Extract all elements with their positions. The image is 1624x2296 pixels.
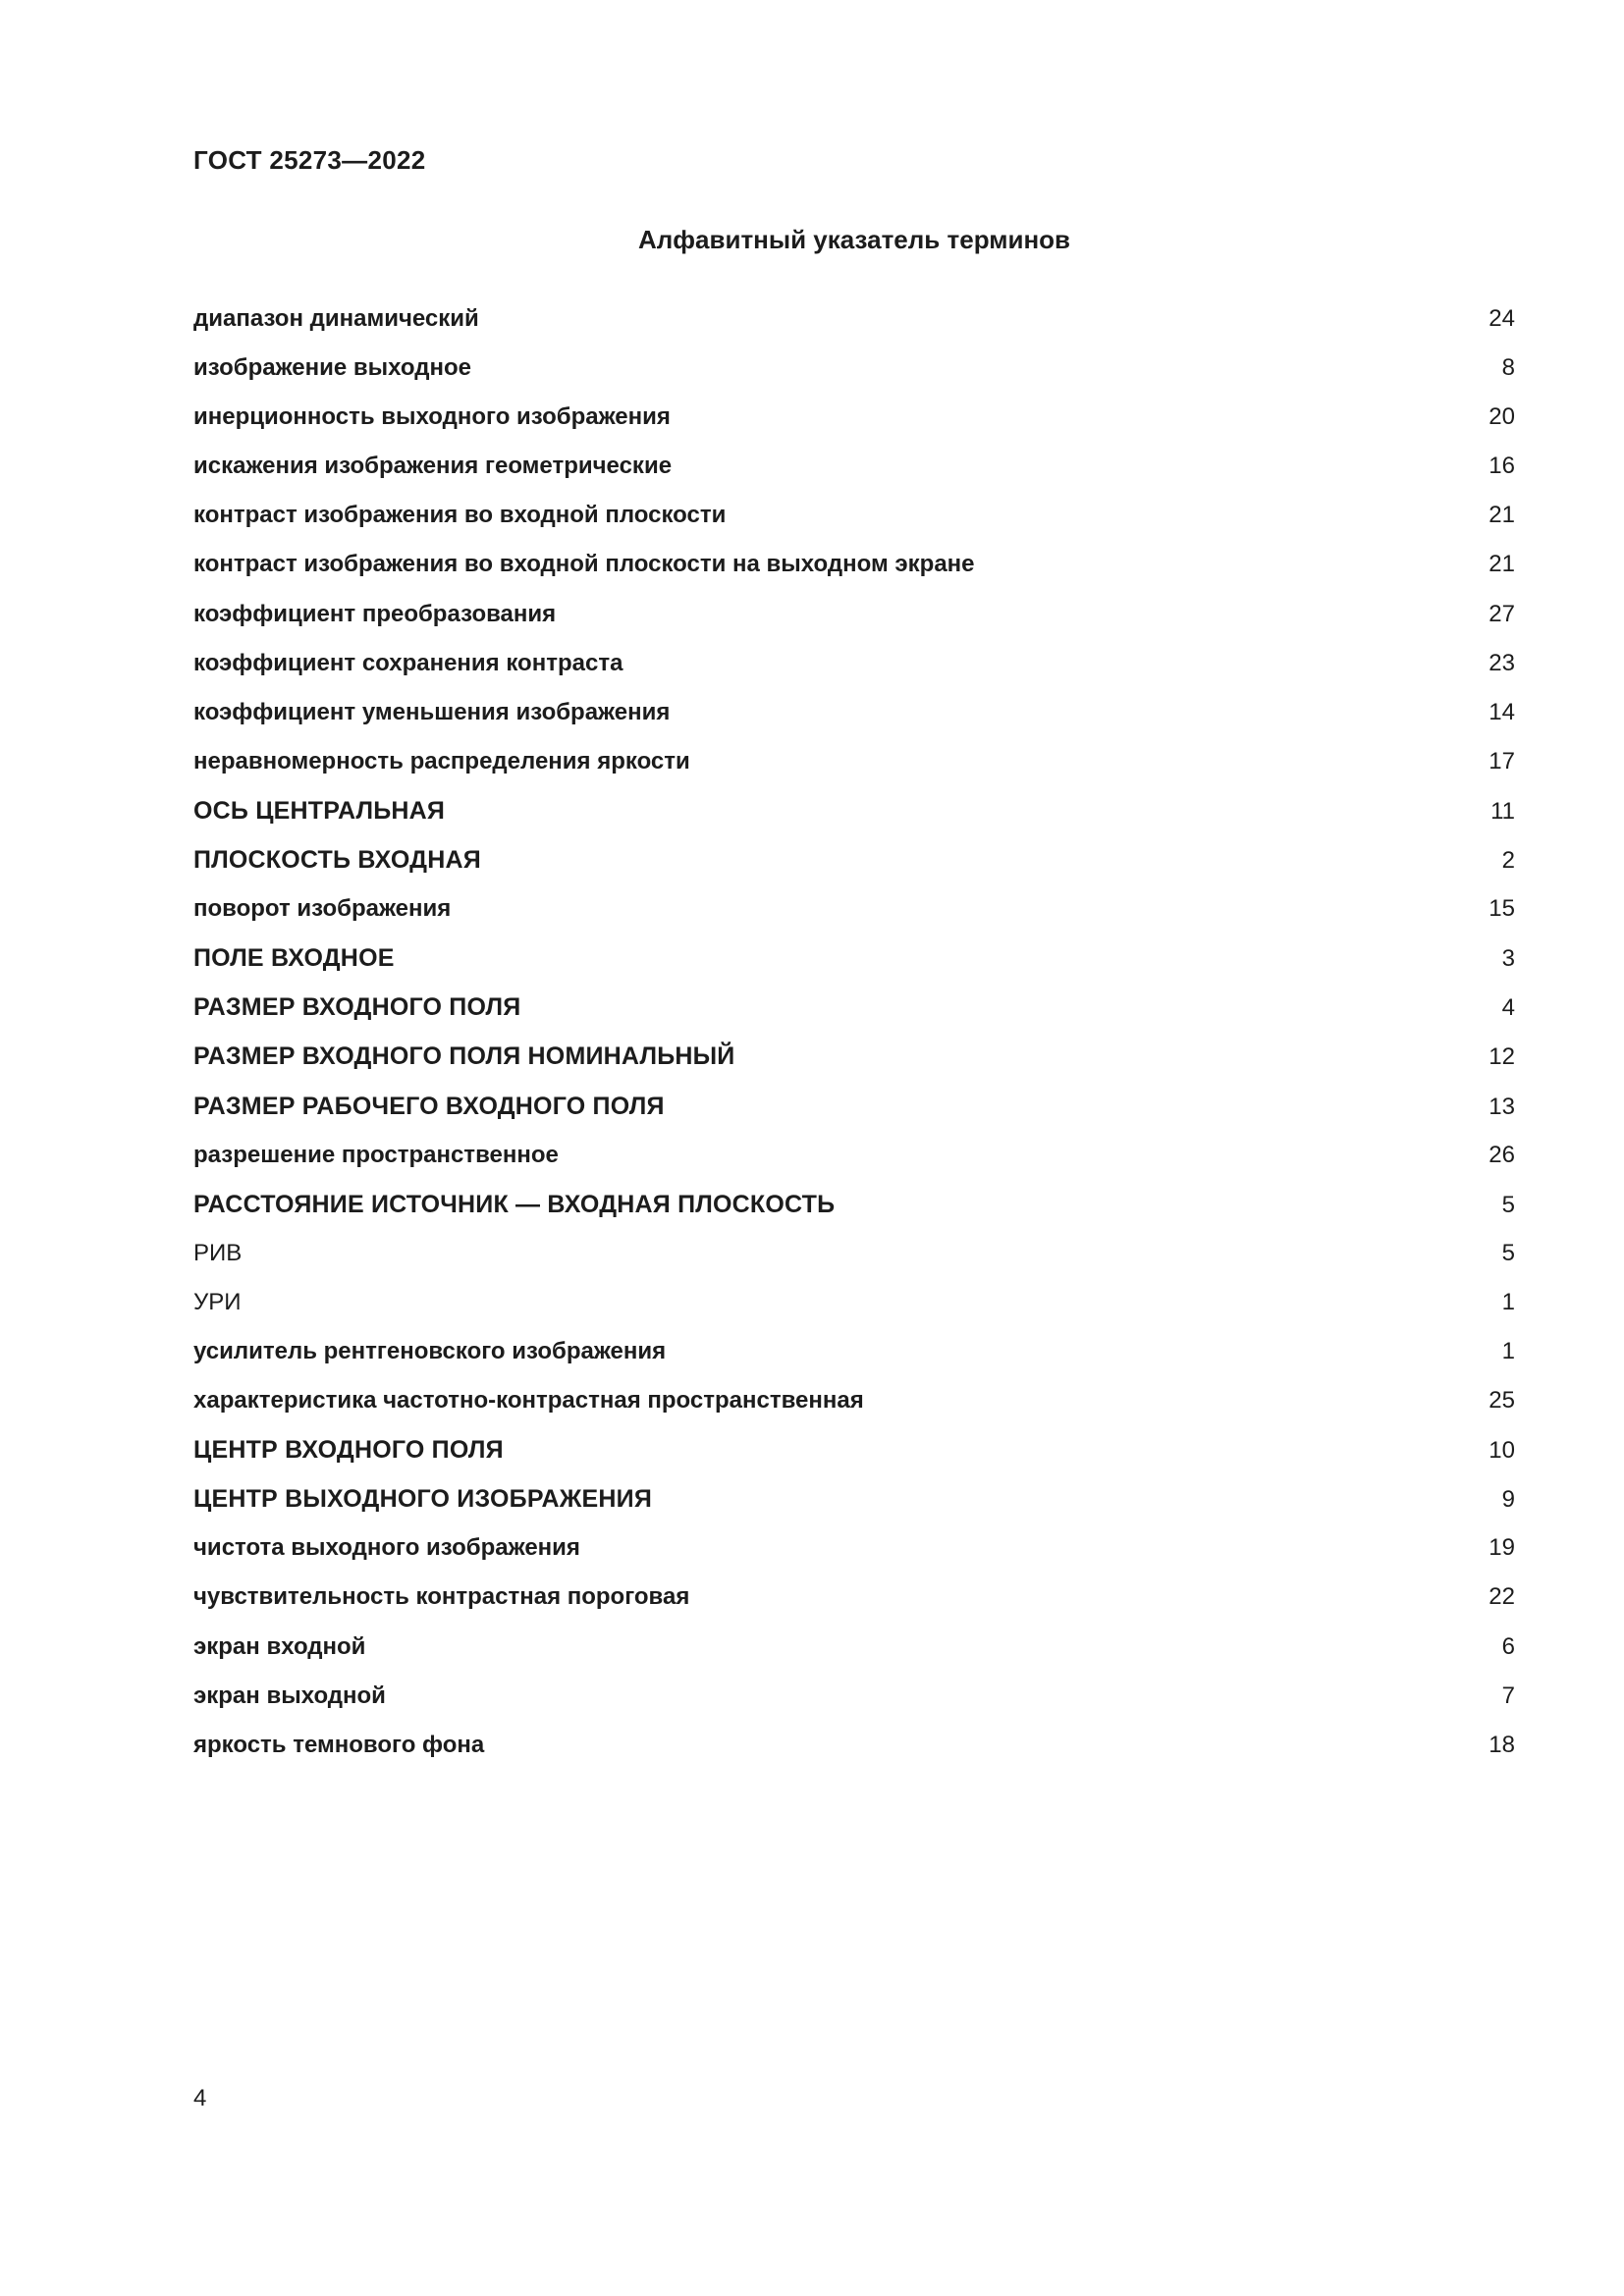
index-term: УРИ (193, 1288, 242, 1315)
index-term-number: 2 (1501, 847, 1515, 875)
index-term: контраст изображения во входной плоскости (193, 502, 727, 529)
index-entry (193, 835, 1515, 884)
index-entry (193, 983, 1515, 1032)
index-term-number: 12 (1489, 1043, 1515, 1071)
index-term: неравномерность распределения яркости (193, 747, 690, 774)
page-number: 4 (193, 2085, 207, 2111)
index-term: контраст изображения во входной плоскости на выходном экране (193, 551, 975, 578)
index-entry (193, 1278, 1515, 1327)
index-term-number: 22 (1489, 1583, 1515, 1611)
index-entry (193, 1229, 1515, 1278)
index-term: РИВ (193, 1239, 243, 1266)
index-term: изображение выходное (193, 354, 471, 382)
index-entry (193, 1672, 1515, 1721)
term-index-list (193, 294, 1515, 1770)
index-entry (193, 1474, 1515, 1523)
index-term: ПОЛЕ ВХОДНОЕ (193, 944, 395, 973)
index-term-number: 1 (1501, 1288, 1515, 1315)
index-term: ОСЬ ЦЕНТРАЛЬНАЯ (193, 796, 446, 825)
index-term: РАЗМЕР ВХОДНОГО ПОЛЯ (193, 993, 521, 1022)
index-entry (193, 1082, 1515, 1131)
index-term: разрешение пространственное (193, 1141, 559, 1168)
index-entry (193, 1131, 1515, 1180)
index-term: чувствительность контрастная пороговая (193, 1583, 690, 1611)
index-term: коэффициент уменьшения изображения (193, 698, 671, 725)
index-term-number: 9 (1501, 1486, 1515, 1514)
index-entry (193, 786, 1515, 835)
index-entry (193, 590, 1515, 639)
index-term-number: 21 (1489, 551, 1515, 578)
index-entry (193, 344, 1515, 393)
index-term-number: 13 (1489, 1093, 1515, 1120)
index-term-number: 15 (1489, 895, 1515, 923)
index-entry (193, 540, 1515, 589)
index-term-number: 14 (1489, 698, 1515, 725)
index-entry (193, 884, 1515, 934)
index-entry (193, 1523, 1515, 1573)
index-entry (193, 1032, 1515, 1081)
index-entry (193, 1721, 1515, 1770)
index-entry (193, 737, 1515, 786)
index-term-number: 7 (1501, 1682, 1515, 1709)
index-entry (193, 294, 1515, 344)
index-term: диапазон динамический (193, 305, 479, 332)
index-entry (193, 1180, 1515, 1229)
index-term: ПЛОСКОСТЬ ВХОДНАЯ (193, 846, 481, 875)
index-term-number: 18 (1489, 1731, 1515, 1758)
index-term-number: 19 (1489, 1534, 1515, 1562)
index-term: ЦЕНТР ВХОДНОГО ПОЛЯ (193, 1436, 504, 1465)
index-term-number: 5 (1501, 1191, 1515, 1218)
index-entry (193, 688, 1515, 737)
index-term-number: 10 (1489, 1437, 1515, 1465)
index-entry (193, 1573, 1515, 1622)
index-term-number: 5 (1501, 1239, 1515, 1266)
index-entry (193, 491, 1515, 540)
index-entry (193, 393, 1515, 442)
index-entry (193, 1376, 1515, 1425)
index-term-number: 16 (1489, 453, 1515, 480)
index-term-number: 11 (1490, 797, 1515, 825)
index-term-number: 8 (1501, 354, 1515, 382)
index-entry (193, 1327, 1515, 1376)
index-term: инерционность выходного изображения (193, 403, 671, 431)
index-term-number: 27 (1489, 600, 1515, 627)
index-term: яркость темнового фона (193, 1731, 485, 1758)
index-entry (193, 442, 1515, 491)
index-term: РАССТОЯНИЕ ИСТОЧНИК — ВХОДНАЯ ПЛОСКОСТЬ (193, 1190, 836, 1218)
index-title: Алфавитный указатель терминов (637, 225, 1071, 254)
index-term: искажения изображения геометрические (193, 453, 673, 480)
index-term: коэффициент сохранения контраста (193, 649, 623, 676)
index-term: поворот изображения (193, 895, 452, 923)
index-term: РАЗМЕР ВХОДНОГО ПОЛЯ НОМИНАЛЬНЫЙ (193, 1042, 735, 1071)
index-term: РАЗМЕР РАБОЧЕГО ВХОДНОГО ПОЛЯ (193, 1092, 665, 1120)
index-term-number: 3 (1501, 945, 1515, 973)
index-entry (193, 1623, 1515, 1672)
index-term: чистота выходного изображения (193, 1534, 580, 1562)
index-entry (193, 639, 1515, 688)
standard-designation: ГОСТ 25273—2022 (193, 145, 426, 175)
index-term: ЦЕНТР ВЫХОДНОГО ИЗОБРАЖЕНИЯ (193, 1485, 653, 1514)
index-term-number: 26 (1489, 1141, 1515, 1168)
index-term: коэффициент преобразования (193, 600, 557, 627)
index-term-number: 24 (1489, 305, 1515, 332)
index-term-number: 25 (1489, 1387, 1515, 1415)
index-term-number: 4 (1501, 994, 1515, 1022)
index-term-number: 21 (1489, 502, 1515, 529)
index-term-number: 6 (1501, 1632, 1515, 1660)
index-term: усилитель рентгеновского изображения (193, 1337, 667, 1364)
index-term: экран выходной (193, 1682, 386, 1709)
index-entry (193, 1425, 1515, 1474)
index-term-number: 17 (1489, 747, 1515, 774)
index-term-number: 1 (1501, 1337, 1515, 1364)
index-term-number: 23 (1489, 649, 1515, 676)
index-term-number: 20 (1489, 403, 1515, 431)
index-entry (193, 934, 1515, 983)
index-term: характеристика частотно-контрастная пространственная (193, 1387, 864, 1415)
index-term: экран входной (193, 1632, 366, 1660)
